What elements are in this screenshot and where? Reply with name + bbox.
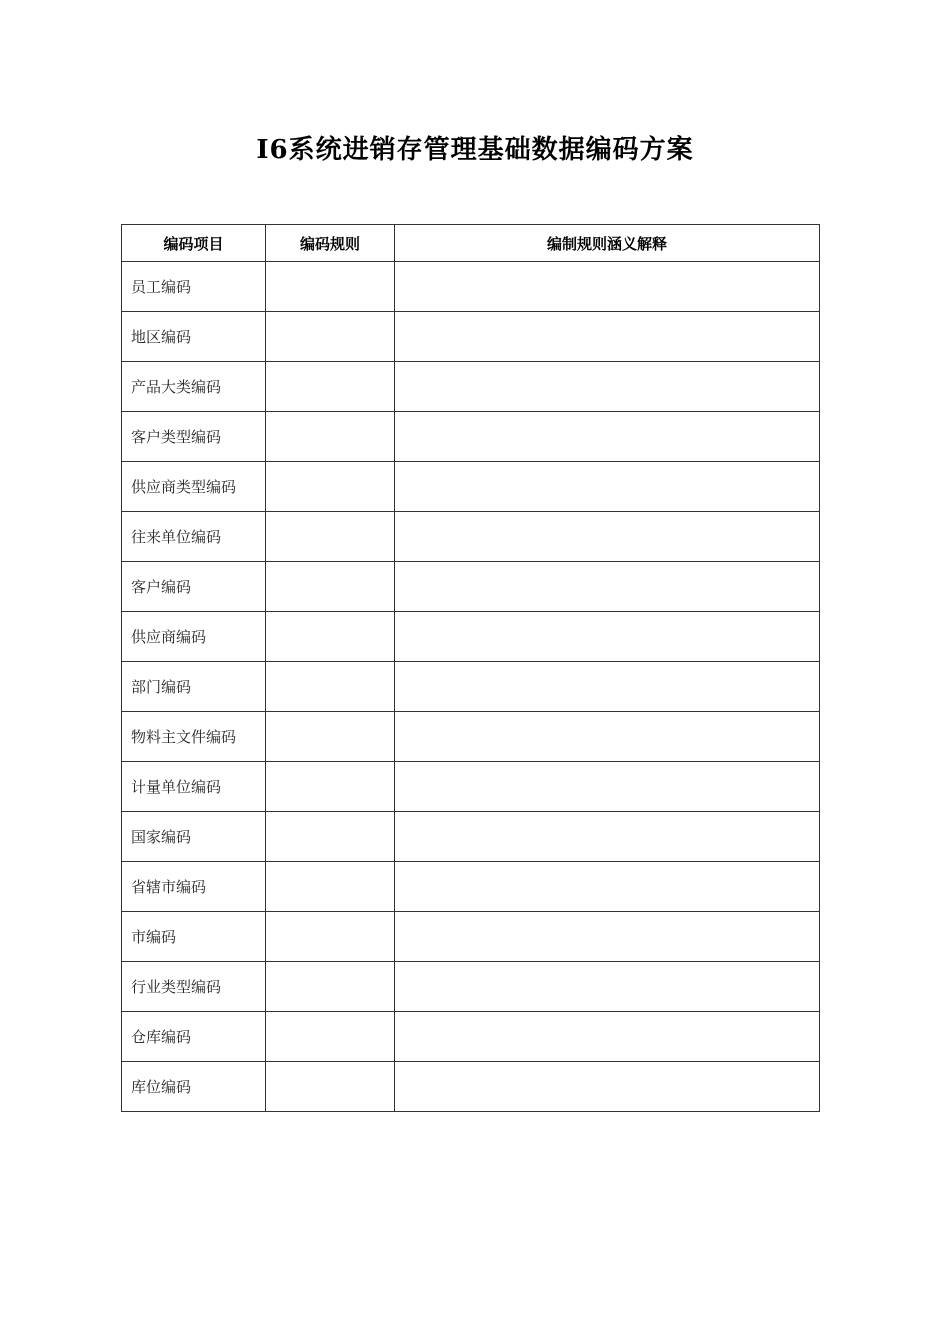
coding-item-cell: 行业类型编码	[122, 962, 266, 1012]
header-coding-rule: 编码规则	[266, 225, 395, 262]
table-row	[122, 762, 820, 812]
coding-item-cell: 地区编码	[122, 312, 266, 362]
coding-item-cell: 部门编码	[122, 662, 266, 712]
table-row	[122, 662, 820, 712]
coding-rule-cell	[266, 562, 395, 612]
table-row	[122, 962, 820, 1012]
coding-rule-cell	[266, 862, 395, 912]
coding-rule-cell	[266, 762, 395, 812]
table-row	[122, 362, 820, 412]
coding-item-cell: 员工编码	[122, 262, 266, 312]
header-coding-item: 编码项目	[122, 225, 266, 262]
coding-rule-cell	[266, 712, 395, 762]
rule-explanation-cell	[395, 312, 820, 362]
table-row	[122, 262, 820, 312]
coding-scheme-table	[121, 224, 820, 1112]
rule-explanation-cell	[395, 262, 820, 312]
coding-rule-cell	[266, 462, 395, 512]
coding-rule-cell	[266, 812, 395, 862]
rule-explanation-cell	[395, 462, 820, 512]
coding-rule-cell	[266, 612, 395, 662]
coding-item-cell: 库位编码	[122, 1062, 266, 1112]
coding-item-cell: 计量单位编码	[122, 762, 266, 812]
table-row	[122, 712, 820, 762]
table-row	[122, 912, 820, 962]
table-row	[122, 512, 820, 562]
coding-rule-cell	[266, 912, 395, 962]
rule-explanation-cell	[395, 812, 820, 862]
coding-item-cell: 省辖市编码	[122, 862, 266, 912]
coding-rule-cell	[266, 1062, 395, 1112]
coding-rule-cell	[266, 962, 395, 1012]
table-row	[122, 462, 820, 512]
rule-explanation-cell	[395, 562, 820, 612]
rule-explanation-cell	[395, 1012, 820, 1062]
coding-item-cell: 供应商编码	[122, 612, 266, 662]
rule-explanation-cell	[395, 412, 820, 462]
rule-explanation-cell	[395, 362, 820, 412]
rule-explanation-cell	[395, 862, 820, 912]
table-row	[122, 862, 820, 912]
coding-rule-cell	[266, 312, 395, 362]
table-row	[122, 812, 820, 862]
table-row	[122, 312, 820, 362]
table-row	[122, 412, 820, 462]
rule-explanation-cell	[395, 762, 820, 812]
coding-rule-cell	[266, 1012, 395, 1062]
coding-rule-cell	[266, 412, 395, 462]
table-row	[122, 612, 820, 662]
coding-item-cell: 市编码	[122, 912, 266, 962]
coding-rule-cell	[266, 512, 395, 562]
rule-explanation-cell	[395, 912, 820, 962]
coding-item-cell: 产品大类编码	[122, 362, 266, 412]
rule-explanation-cell	[395, 612, 820, 662]
coding-item-cell: 国家编码	[122, 812, 266, 862]
coding-rule-cell	[266, 262, 395, 312]
document-title: I6系统进销存管理基础数据编码方案	[256, 135, 694, 165]
table-body	[122, 262, 820, 1112]
coding-item-cell: 客户类型编码	[122, 412, 266, 462]
table-header-row	[122, 225, 820, 262]
rule-explanation-cell	[395, 662, 820, 712]
coding-item-cell: 仓库编码	[122, 1012, 266, 1062]
table-row	[122, 1062, 820, 1112]
coding-rule-cell	[266, 362, 395, 412]
rule-explanation-cell	[395, 512, 820, 562]
rule-explanation-cell	[395, 712, 820, 762]
coding-item-cell: 往来单位编码	[122, 512, 266, 562]
rule-explanation-cell	[395, 962, 820, 1012]
coding-item-cell: 物料主文件编码	[122, 712, 266, 762]
coding-rule-cell	[266, 662, 395, 712]
coding-item-cell: 供应商类型编码	[122, 462, 266, 512]
rule-explanation-cell	[395, 1062, 820, 1112]
table-row	[122, 1012, 820, 1062]
coding-item-cell: 客户编码	[122, 562, 266, 612]
header-rule-explanation: 编制规则涵义解释	[395, 225, 820, 262]
table-row	[122, 562, 820, 612]
